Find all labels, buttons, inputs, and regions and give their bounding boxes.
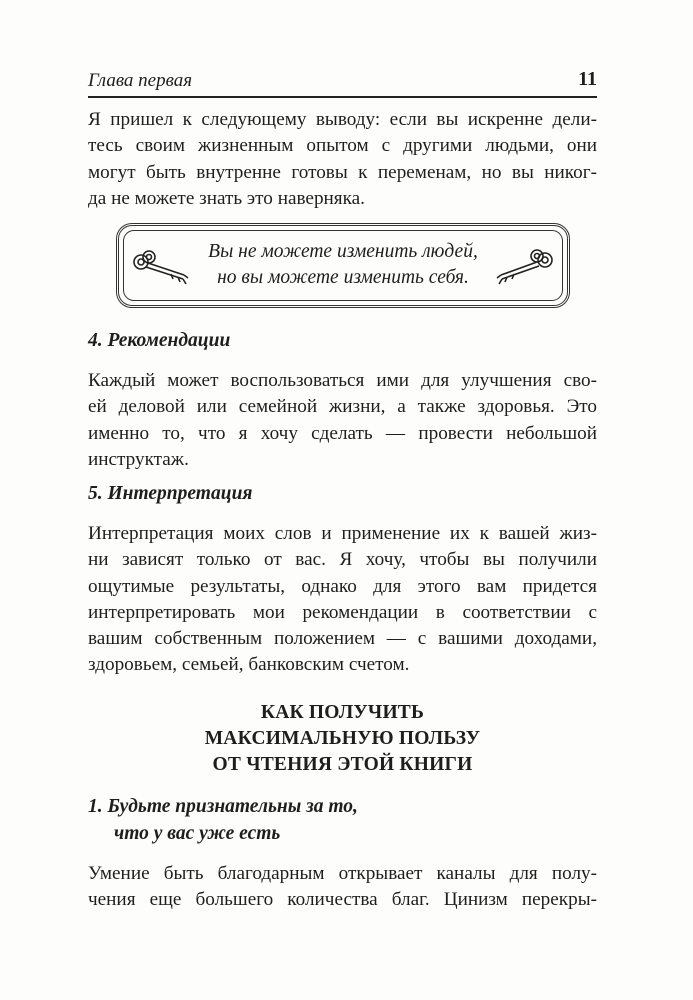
paragraph-gratitude (88, 861, 597, 914)
section-title-line: КАК ПОЛУЧИТЬ (260, 702, 425, 723)
text-line: ни зависят только от вас. Я хочу, чтобы вы получили (88, 549, 597, 571)
text-line: Я пришел к следующему выводу: если вы искренне дели- (88, 109, 597, 130)
heading-gratitude (88, 793, 358, 847)
text-line: вашим собственным положением — с вашими доходами, (88, 628, 597, 650)
quote-line: но вы можете изменить себя. (217, 267, 469, 288)
running-header (88, 66, 597, 98)
section-title (88, 700, 597, 778)
text-line: да не можете знать это наверняка. (88, 187, 365, 209)
page-number: 11 (578, 68, 597, 90)
chapter-title: Глава первая (88, 70, 193, 91)
heading-recommendations: 4. Рекомендации (88, 330, 231, 351)
quote-box (116, 223, 570, 308)
text-line: Каждый может воспользоваться ими для улучшения сво- (88, 370, 597, 391)
paragraph-recommendations (88, 368, 597, 473)
text-line: ей деловой или семейной жизни, а также здоровья. Это (88, 396, 597, 418)
text-line: ощутимые результаты, однако для этого вам придется (88, 575, 597, 597)
text-line: Интерпретация моих слов и применение их к вашей жиз- (88, 523, 597, 544)
text-line: могут быть внутренне готовы к переменам, но вы никог- (88, 161, 597, 183)
text-line: именно то, что я хочу сделать — провести небольшой (88, 422, 597, 444)
paragraph-interpretation (88, 521, 597, 679)
text-line: инструктаж. (88, 448, 189, 470)
heading-interpretation: 5. Интерпретация (88, 483, 253, 504)
quote-line: Вы не можете изменить людей, (208, 241, 478, 262)
text-line: Умение быть благодарным открывает каналы для полу- (88, 863, 597, 884)
paragraph-conclusion (88, 107, 597, 212)
section-title-line: МАКСИМАЛЬНУЮ ПОЛЬЗУ (204, 728, 481, 749)
section-title-line: ОТ ЧТЕНИЯ ЭТОЙ КНИГИ (212, 754, 473, 775)
keys-icon (493, 248, 555, 288)
text-line: чения еще большего количества благ. Цинизм перекры- (88, 889, 597, 911)
text-line: здоровьем, семьей, банковским счетом. (88, 654, 410, 676)
heading-line: 1. Будьте признательны за то, (88, 796, 358, 817)
text-line: тесь своим жизненным опытом с другими людьми, они (88, 135, 597, 157)
text-line: интерпретировать мои рекомендации в соответствии с (88, 601, 597, 623)
heading-line: что у вас уже есть (114, 823, 281, 844)
